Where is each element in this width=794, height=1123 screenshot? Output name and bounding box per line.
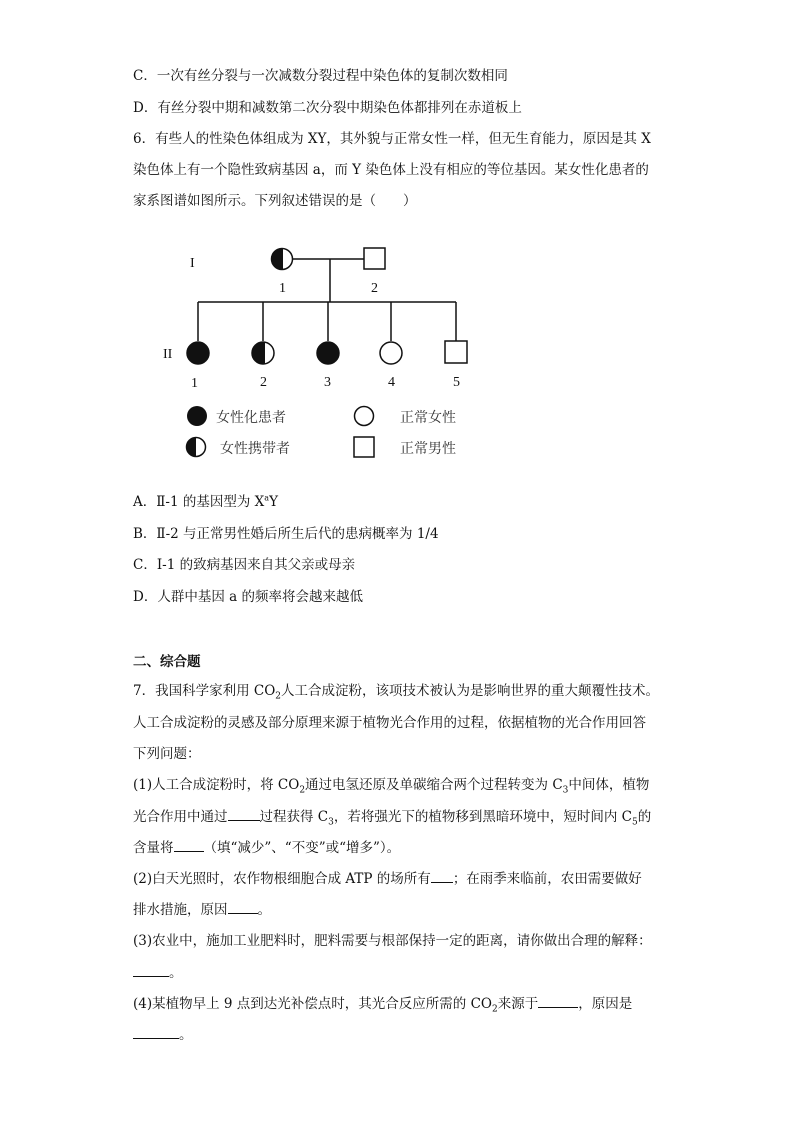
- gen2-label-1: 1: [191, 376, 198, 391]
- q7-part2-line1: (2)白天光照时，农作物根细胞合成 ATP 的场所有 ；在雨季来临前，农田需要做好: [133, 868, 642, 889]
- q7-part4-line2: 。: [133, 1024, 193, 1045]
- gen2-member-4-normal-female: [380, 342, 402, 364]
- q6-option-a: A．Ⅱ-1 的基因型为 $X^aY$: [133, 493, 278, 510]
- answer-blank-1[interactable]: [228, 806, 260, 821]
- gen1-label-1: 1: [279, 281, 286, 296]
- q6-line1: 6．有些人的性染色体组成为 XY，其外貌与正常女性一样，但无生育能力，原因是其 X: [133, 131, 651, 147]
- gen1-member-2-normal-male: [364, 248, 385, 269]
- section-title: 二、综合题: [133, 654, 201, 670]
- q7-part3-line1: (3)农业中，施加工业肥料时，肥料需要与根部保持一定的距离，请你做出合理的解释：: [133, 933, 652, 949]
- legend-carrier-symbol: [187, 438, 206, 457]
- answer-blank-2[interactable]: [174, 837, 204, 852]
- answer-blank-6[interactable]: [538, 993, 578, 1008]
- pedigree-chart: [150, 235, 480, 470]
- q7-part4-line1: (4)某植物早上 9 点到达光补偿点时，其光合反应所需的 $CO_2$来源于 ，原因是: [133, 993, 632, 1014]
- q7-part2-line2: 排水措施，原因 。: [133, 899, 271, 920]
- legend-affected-symbol: [187, 406, 207, 426]
- gen2-label-5: 5: [453, 375, 460, 390]
- q7-line1: 7．我国科学家利用 $CO_2$人工合成淀粉，该项技术被认为是影响世界的重大颠覆性技术。: [133, 683, 660, 702]
- option-c-prev: C．一次有丝分裂与一次减数分裂过程中染色体的复制次数相同: [133, 68, 508, 84]
- gen1-label: I: [190, 256, 195, 271]
- q6-option-c: C．I-1 的致病基因来自其父亲或母亲: [133, 557, 356, 573]
- gen2-label-3: 3: [324, 375, 331, 390]
- option-d-prev: D．有丝分裂中期和减数第二次分裂中期染色体都排列在赤道板上: [133, 100, 522, 116]
- answer-blank-4[interactable]: [228, 899, 258, 914]
- q7-part1-line1: (1)人工合成淀粉时，将 $CO_2$通过电氢还原及单碳缩合两个过程转变为 $C_3$中间体，植物: [133, 777, 650, 796]
- answer-blank-3[interactable]: [431, 868, 453, 883]
- gen2-label-4: 4: [388, 375, 395, 390]
- gen2-member-3-affected: [317, 342, 339, 364]
- q6-line2: 染色体上有一个隐性致病基因 a，而 Y 染色体上没有相应的等位基因。某女性化患者的: [133, 162, 649, 178]
- q7-part1-line3: 含量将 （填“减少”、“不变”或“增多”）。: [133, 837, 400, 858]
- q6-line3: 家系图谱如图所示。下列叙述错误的是（ ）: [133, 193, 417, 209]
- answer-blank-7[interactable]: [133, 1024, 179, 1039]
- gen2-label-2: 2: [260, 375, 267, 390]
- q7-part3-line2: 。: [133, 962, 183, 983]
- gen2-member-1-affected: [187, 342, 209, 364]
- legend-carrier-label: 女性携带者: [220, 441, 290, 457]
- legend-normal-female-symbol: [355, 407, 374, 426]
- q7-line2: 人工合成淀粉的灵感及部分原理来源于植物光合作用的过程，依据植物的光合作用回答: [133, 715, 646, 731]
- q6-option-d: D．人群中基因 a 的频率将会越来越低: [133, 589, 363, 605]
- gen2-label: II: [163, 347, 173, 362]
- q6-option-b: B．Ⅱ-2 与正常男性婚后所生后代的患病概率为 1/4: [133, 526, 439, 542]
- q7-part1-line2: 光合作用中通过 过程获得 $C_3$，若将强光下的植物移到黑暗环境中，短时间内 $C_5$的: [133, 806, 651, 827]
- legend-normal-male-label: 正常男性: [400, 441, 456, 457]
- answer-blank-5[interactable]: [133, 962, 169, 977]
- gen1-member-1-carrier-female: [272, 249, 293, 270]
- gen1-label-2: 2: [371, 281, 378, 296]
- q7-line3: 下列问题：: [133, 746, 201, 762]
- gen2-member-5-normal-male: [445, 341, 467, 363]
- legend-normal-female-label: 正常女性: [400, 410, 456, 426]
- legend-normal-male-symbol: [354, 437, 374, 457]
- legend-affected-label: 女性化患者: [216, 410, 286, 426]
- gen2-member-2-carrier-female: [252, 342, 274, 364]
